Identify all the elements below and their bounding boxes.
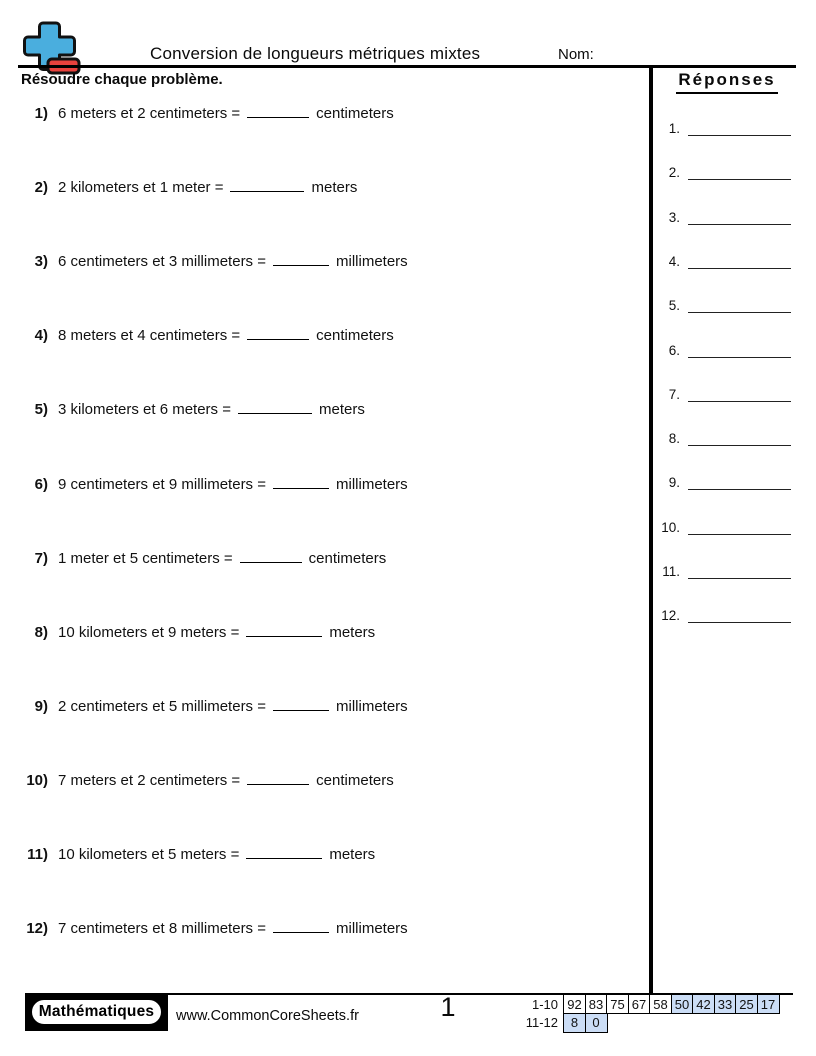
answer-line bbox=[688, 388, 791, 402]
answer-blank bbox=[247, 103, 309, 118]
score-cell: 17 bbox=[757, 994, 780, 1014]
problem-text: 2 kilometers et 1 meter = bbox=[58, 179, 224, 196]
score-range-label: 11-12 bbox=[525, 1015, 558, 1030]
problem-number: 5) bbox=[34, 401, 48, 418]
problem-row bbox=[8, 918, 643, 937]
answer-row bbox=[652, 297, 796, 314]
problem-text: 10 kilometers et 5 meters = bbox=[58, 846, 240, 863]
score-cell: 83 bbox=[585, 994, 608, 1014]
answer-row bbox=[652, 342, 796, 359]
answer-blank bbox=[246, 844, 322, 859]
problem-row bbox=[8, 103, 643, 122]
answer-blank bbox=[230, 177, 304, 192]
problem-number: 10) bbox=[26, 772, 48, 789]
problem-row bbox=[8, 548, 643, 567]
score-row bbox=[520, 1013, 780, 1033]
answer-blank bbox=[247, 770, 309, 785]
problem-unit: millimeters bbox=[336, 698, 408, 715]
score-range-label: 1-10 bbox=[531, 996, 558, 1012]
answer-blank bbox=[273, 251, 329, 266]
problem-number: 1) bbox=[34, 105, 48, 122]
answer-row bbox=[652, 474, 796, 491]
answer-line bbox=[688, 432, 791, 446]
problem-text: 1 meter et 5 centimeters = bbox=[58, 550, 233, 567]
answer-row bbox=[652, 607, 796, 624]
answer-blank bbox=[273, 918, 329, 933]
answer-number: 9. bbox=[668, 475, 680, 490]
problem-row bbox=[8, 474, 643, 493]
problem-row bbox=[8, 177, 643, 196]
answer-blank bbox=[238, 399, 312, 414]
answer-row bbox=[652, 120, 796, 137]
plus-minus-math-logo-icon bbox=[20, 20, 82, 78]
answer-blank bbox=[247, 325, 309, 340]
header-rule bbox=[18, 65, 796, 68]
score-cell: 25 bbox=[735, 994, 758, 1014]
answer-number: 6. bbox=[668, 343, 680, 358]
score-cell: 33 bbox=[714, 994, 737, 1014]
problem-text: 10 kilometers et 9 meters = bbox=[58, 624, 240, 641]
score-cell: 42 bbox=[692, 994, 715, 1014]
instruction-text: Résoudre chaque problème. bbox=[21, 71, 223, 88]
problem-number: 7) bbox=[34, 550, 48, 567]
score-cell: 92 bbox=[563, 994, 586, 1014]
problem-unit: meters bbox=[329, 624, 376, 641]
answer-line bbox=[688, 299, 791, 313]
score-cell: 8 bbox=[563, 1013, 586, 1033]
answer-number: 12. bbox=[661, 608, 680, 623]
answer-line bbox=[688, 521, 791, 535]
answer-number: 1. bbox=[668, 121, 680, 136]
answer-row bbox=[652, 209, 796, 226]
subject-badge bbox=[25, 993, 168, 1031]
score-cell: 0 bbox=[585, 1013, 608, 1033]
answers-title-wrap bbox=[658, 70, 796, 94]
answer-line bbox=[688, 211, 791, 225]
score-table bbox=[520, 994, 780, 1033]
answer-line bbox=[688, 166, 791, 180]
answer-line bbox=[688, 476, 791, 490]
problem-unit: millimeters bbox=[336, 476, 408, 493]
answer-blank bbox=[273, 474, 329, 489]
answer-number: 7. bbox=[668, 387, 680, 402]
score-row bbox=[520, 994, 780, 1014]
problem-text: 2 centimeters et 5 millimeters = bbox=[58, 698, 266, 715]
problem-row bbox=[8, 770, 643, 789]
problem-unit: millimeters bbox=[336, 253, 408, 270]
answer-line bbox=[688, 565, 791, 579]
problem-row bbox=[8, 844, 643, 863]
problem-number: 6) bbox=[34, 476, 48, 493]
problem-row bbox=[8, 696, 643, 715]
name-label: Nom: bbox=[558, 46, 594, 63]
problem-text: 6 meters et 2 centimeters = bbox=[58, 105, 241, 122]
page-number: 1 bbox=[440, 992, 456, 1022]
problem-text: 9 centimeters et 9 millimeters = bbox=[58, 476, 266, 493]
subject-badge-label: Mathématiques bbox=[30, 998, 163, 1026]
problem-number: 2) bbox=[34, 179, 48, 196]
problem-unit: meters bbox=[311, 179, 358, 196]
answer-blank bbox=[240, 548, 302, 563]
answer-number: 11. bbox=[662, 564, 680, 579]
problem-text: 8 meters et 4 centimeters = bbox=[58, 327, 241, 344]
answer-row bbox=[652, 519, 796, 536]
answer-row bbox=[652, 253, 796, 270]
problem-unit: centimeters bbox=[316, 327, 394, 344]
score-cell: 58 bbox=[649, 994, 672, 1014]
problem-number: 9) bbox=[34, 698, 48, 715]
score-cell: 75 bbox=[606, 994, 629, 1014]
score-cell: 50 bbox=[671, 994, 694, 1014]
answer-blank bbox=[273, 696, 329, 711]
answer-blank bbox=[246, 622, 322, 637]
problem-number: 8) bbox=[34, 624, 48, 641]
problem-text: 7 meters et 2 centimeters = bbox=[58, 772, 241, 789]
problem-number: 4) bbox=[34, 327, 48, 344]
answer-number: 4. bbox=[668, 254, 680, 269]
problem-row bbox=[8, 251, 643, 270]
answer-row bbox=[652, 430, 796, 447]
answer-row bbox=[652, 164, 796, 181]
answers-title: Réponses bbox=[676, 70, 777, 94]
problem-unit: centimeters bbox=[316, 772, 394, 789]
problem-unit: centimeters bbox=[316, 105, 394, 122]
problem-text: 3 kilometers et 6 meters = bbox=[58, 401, 231, 418]
answer-row bbox=[652, 563, 796, 580]
answer-line bbox=[688, 344, 791, 358]
problem-row bbox=[8, 399, 643, 418]
problem-row bbox=[8, 622, 643, 641]
problem-number: 11) bbox=[27, 846, 48, 863]
problem-unit: millimeters bbox=[336, 920, 408, 937]
problem-number: 12) bbox=[26, 920, 48, 937]
answer-row bbox=[652, 386, 796, 403]
answer-number: 2. bbox=[668, 165, 680, 180]
problem-text: 6 centimeters et 3 millimeters = bbox=[58, 253, 266, 270]
site-url: www.CommonCoreSheets.fr bbox=[176, 1008, 359, 1024]
problem-row bbox=[8, 325, 643, 344]
answer-number: 3. bbox=[668, 210, 680, 225]
problem-unit: meters bbox=[318, 401, 365, 418]
score-cell: 67 bbox=[628, 994, 651, 1014]
answer-number: 5. bbox=[668, 298, 680, 313]
answer-number: 10. bbox=[661, 520, 680, 535]
problem-unit: meters bbox=[329, 846, 376, 863]
problem-number: 3) bbox=[34, 253, 48, 270]
answer-number: 8. bbox=[668, 431, 680, 446]
answer-line bbox=[688, 609, 791, 623]
worksheet-title: Conversion de longueurs métriques mixtes bbox=[150, 44, 481, 63]
answer-line bbox=[688, 122, 791, 136]
problem-unit: centimeters bbox=[308, 550, 387, 567]
problem-text: 7 centimeters et 8 millimeters = bbox=[58, 920, 266, 937]
answer-line bbox=[688, 255, 791, 269]
